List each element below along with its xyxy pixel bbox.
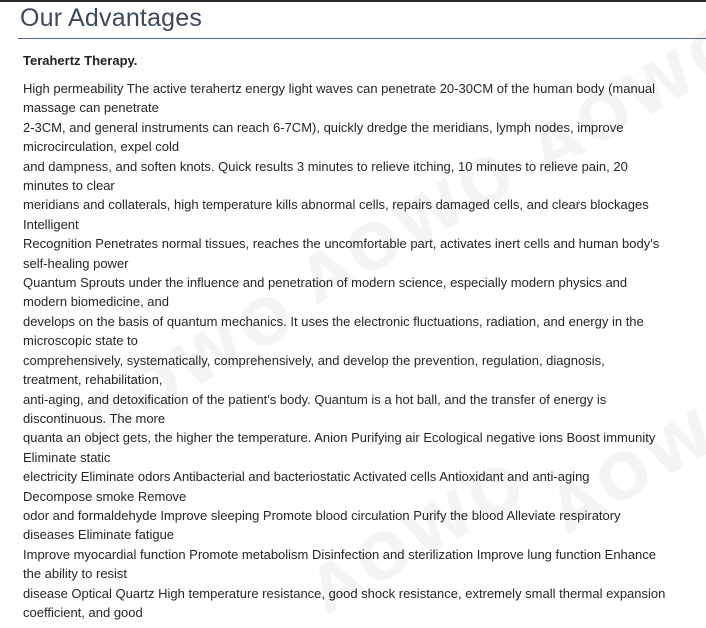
body-line: odor and formaldehyde Improve sleeping Promote blood circulation Purify the blood Alleviate respiratory xyxy=(23,507,621,523)
body-line: Decompose smoke Remove xyxy=(23,488,187,504)
body-line: develops on the basis of quantum mechanics. It uses the electronic fluctuations, radiation, and energy in the xyxy=(23,313,644,329)
body-line: Recognition Penetrates normal tissues, reaches the uncomfortable part, activates inert cells and human body's xyxy=(23,236,660,252)
page-heading: Our Advantages xyxy=(20,4,203,32)
body-line: meridians and collaterals, high temperature kills abnormal cells, repairs damaged cells, and clears blockages xyxy=(23,197,649,213)
body-line: minutes to clear xyxy=(23,178,115,194)
body-line: Quantum Sprouts under the influence and penetration of modern science, especially modern physics and xyxy=(23,275,628,291)
body-line: microscopic state to xyxy=(23,333,138,349)
top-border xyxy=(0,0,706,2)
body-line: coefficient, and good xyxy=(23,604,143,620)
body-line: and dampness, and soften knots. Quick results 3 minutes to relieve itching, 10 minutes to relieve pain, 20 xyxy=(23,158,628,174)
body-line: discontinuous. The more xyxy=(23,410,166,426)
body-line: comprehensively, systematically, comprehensively, and develop the prevention, regulation, diagnosis, xyxy=(23,352,605,368)
body-line: modern biomedicine, and xyxy=(23,294,169,310)
body-line: High permeability The active terahertz energy light waves can penetrate 20-30CM of the human body (manual xyxy=(23,81,656,96)
body-line: Improve myocardial function Promote metabolism Disinfection and sterilization Improve lung function Enhance xyxy=(23,546,656,562)
body-text xyxy=(23,79,703,622)
body-line: 2-3CM, and general instruments can reach 6-7CM), quickly dredge the meridians, lymph nodes, improve xyxy=(23,119,624,135)
body-line: massage can penetrate xyxy=(23,100,159,116)
body-line: diseases Eliminate fatigue xyxy=(23,527,175,543)
body-line: treatment, rehabilitation, xyxy=(23,372,163,388)
body-line: Eliminate static xyxy=(23,449,111,465)
body-line: quanta an object gets, the higher the temperature. Anion Purifying air Ecological negative ions Boost immunity xyxy=(23,430,656,446)
body-line: Intelligent xyxy=(23,216,79,232)
section-title: Terahertz Therapy. xyxy=(23,53,138,68)
body-line: electricity Eliminate odors Antibacterial and bacteriostatic Activated cells Antioxidant and anti-aging xyxy=(23,469,590,485)
body-line: anti-aging, and detoxification of the patient's body. Quantum is a hot ball, and the transfer of energy is xyxy=(23,391,607,407)
heading-divider xyxy=(18,38,706,39)
body-line: microcirculation, expel cold xyxy=(23,139,180,155)
body-line: disease Optical Quartz High temperature resistance, good shock resistance, extremely small thermal expansion xyxy=(23,585,666,601)
body-line: self-healing power xyxy=(23,255,129,271)
body-line: the ability to resist xyxy=(23,566,128,582)
